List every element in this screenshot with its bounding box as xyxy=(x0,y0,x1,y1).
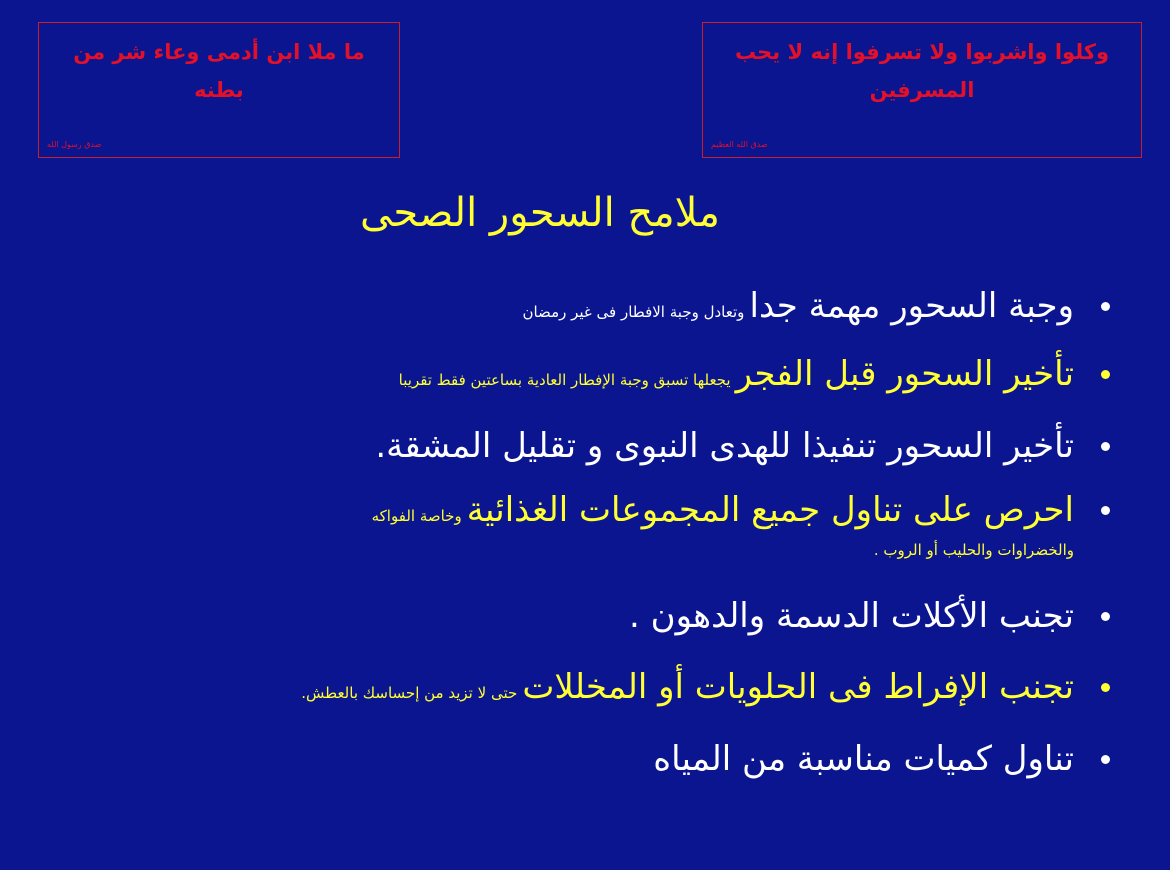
bullet-list xyxy=(110,278,1110,794)
bullet-detail-text: وتعادل وجبة الافطار فى غير رمضان xyxy=(522,303,745,321)
bullet-dot-icon xyxy=(1101,683,1110,692)
bullet-detail-text: وخاصة الفواكه xyxy=(371,507,462,525)
hadith-quote-text: ما ملا ابن أدمى وعاء شر من بطنه xyxy=(73,40,365,102)
bullet-main-text: تجنب الإفراط فى الحلويات أو المخللات xyxy=(522,667,1074,707)
bullet-dot-icon xyxy=(1101,612,1110,621)
bullet-main-text: تجنب الأكلات الدسمة والدهون . xyxy=(629,596,1074,636)
bullet-detail-text-continued: والخضراوات والحليب أو الروب . xyxy=(873,541,1074,559)
bullet-main-text: تأخير السحور قبل الفجر xyxy=(735,354,1074,394)
bullet-detail-text: حتى لا تزيد من إحساسك بالعطش. xyxy=(301,684,518,702)
bullet-main-text: احرص على تناول جميع المجموعات الغذائية xyxy=(466,490,1074,530)
bullet-item xyxy=(110,338,1110,410)
bullet-dot-icon xyxy=(1101,442,1110,451)
bullet-dot-icon xyxy=(1101,506,1110,515)
verse-quote-text: وكلوا واشربوا ولا تسرفوا إنه لا يحب المسرفين xyxy=(734,40,1110,102)
bullet-main-text: وجبة السحور مهمة جدا xyxy=(749,286,1074,326)
bullet-main-text: تناول كميات مناسبة من المياه xyxy=(653,739,1074,779)
hadith-source: صدق رسول الله xyxy=(47,140,102,149)
bullet-item xyxy=(110,278,1110,334)
bullet-dot-icon xyxy=(1101,302,1110,311)
bullet-main-text: تأخير السحور تنفيذا للهدى النبوى و تقليل المشقة. xyxy=(375,426,1074,466)
bullet-item xyxy=(110,582,1110,650)
bullet-item xyxy=(110,482,1110,582)
bullet-dot-icon xyxy=(1101,370,1110,379)
quote-box-hadith xyxy=(38,22,400,158)
bullet-item xyxy=(110,410,1110,482)
bullet-item xyxy=(110,724,1110,794)
verse-source: صدق الله العظيم xyxy=(711,140,768,149)
bullet-dot-icon xyxy=(1101,755,1110,764)
quote-box-verse xyxy=(702,22,1142,158)
slide-title: ملامح السحور الصحى xyxy=(360,190,720,236)
bullet-item xyxy=(110,650,1110,724)
bullet-detail-text: يجعلها تسبق وجبة الإفطار العادية بساعتين فقط تقريبا xyxy=(398,371,731,389)
